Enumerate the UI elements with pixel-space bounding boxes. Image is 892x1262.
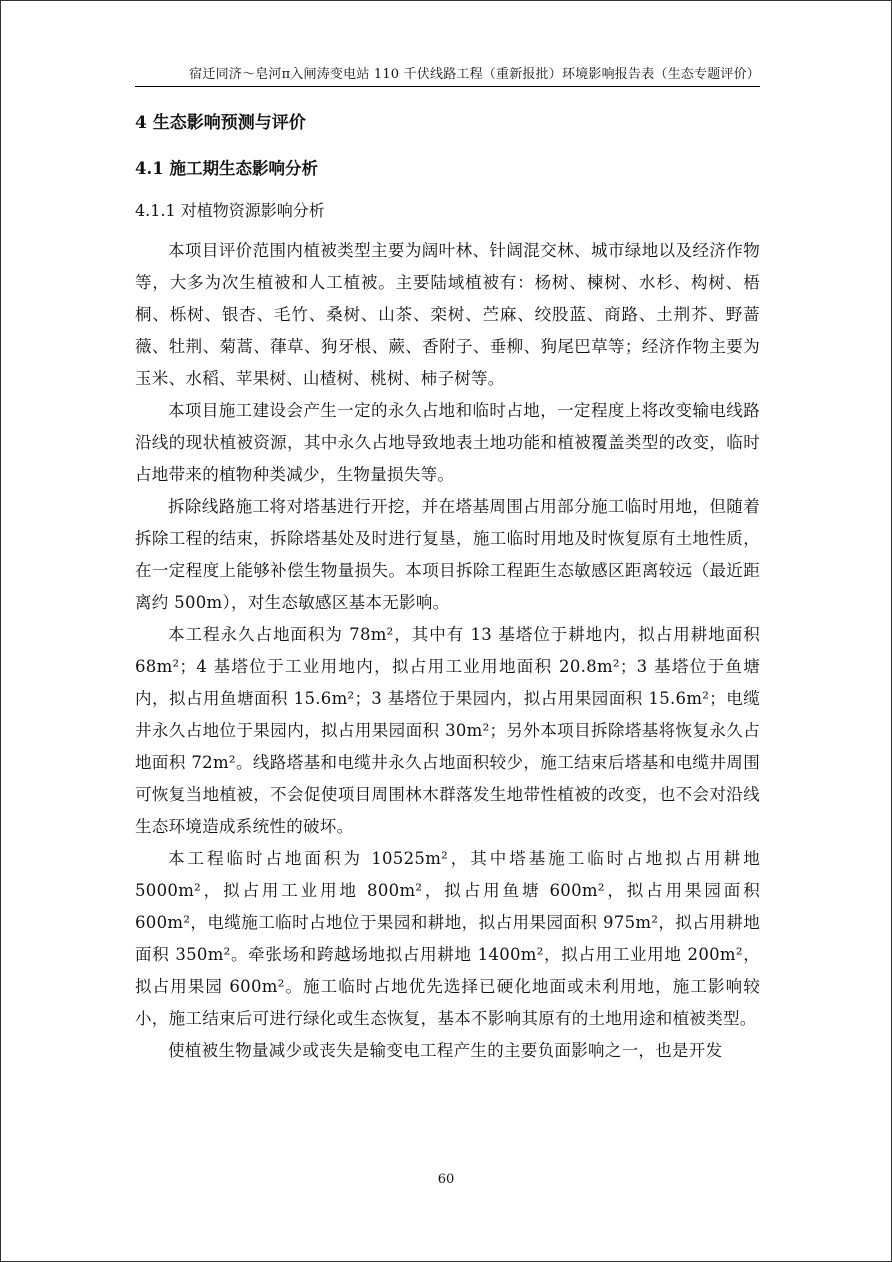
paragraph: 本工程临时占地面积为 10525m²，其中塔基施工临时占地拟占用耕地 5000m²，拟占用工业用地 800m²，拟占用鱼塘 600m²，拟占用果园面积 600m²，电缆施工临时占地位于果园和耕地，拟占用果园面积 975m²，拟占用耕地面积 350m²。牵张场和跨越场地拟占用耕地 1400m²，拟占用工业用地 200m²，拟占用果园 600m²。施工临时占地优先选择已硬化地面或未利用地，施工影响较小，施工结束后可进行绿化或生态恢复，基本不影响其原有的土地用途和植被类型。	[135, 849, 760, 1028]
page-number: 60	[437, 1172, 455, 1187]
paragraph: 本项目施工建设会产生一定的永久占地和临时占地，一定程度上将改变输电线路沿线的现状植被资源，其中永久占地导致地表土地功能和植被覆盖类型的改变，临时占地带来的植物种类减少，生物量损失等。	[135, 401, 760, 484]
section-title: 4 生态影响预测与评价	[135, 113, 306, 133]
paragraph: 本工程永久占地面积为 78m²，其中有 13 基塔位于耕地内，拟占用耕地面积 68m²；4 基塔位于工业用地内，拟占用工业用地面积 20.8m²；3 基塔位于鱼塘内，拟占用鱼塘面积 15.6m²；3 基塔位于果园内，拟占用果园面积 15.6m²；电缆井永久占地位于果园内，拟占用果园面积 30m²；另外本项目拆除塔基将恢复永久占地面积 72m²。线路塔基和电缆井永久占地面积较少，施工结束后塔基和电缆井周围可恢复当地植被，不会促使项目周围林木群落发生地带性植被的改变，也不会对沿线生态环境造成系统性的破坏。	[135, 625, 760, 836]
paragraph: 使植被生物量减少或丧失是输变电工程产生的主要负面影响之一，也是开发	[168, 1041, 723, 1060]
subsection-title: 4.1 施工期生态影响分析	[135, 159, 318, 178]
subsubsection-title: 4.1.1 对植物资源影响分析	[135, 201, 325, 220]
paragraph: 拆除线路施工将对塔基进行开挖，并在塔基周围占用部分施工临时用地，但随着拆除工程的结束，拆除塔基处及时进行复垦，施工临时用地及时恢复原有土地性质，在一定程度上能够补偿生物量损失。本项目拆除工程距生态敏感区距离较远（最近距离约 500m），对生态敏感区基本无影响。	[135, 497, 760, 612]
running-header: 宿迁同济～皂河π入闸涛变电站 110 千伏线路工程（重新报批）环境影响报告表（生态专题评价）	[135, 63, 760, 87]
body-text	[135, 235, 760, 1067]
paragraph: 本项目评价范围内植被类型主要为阔叶林、针阔混交林、城市绿地以及经济作物等，大多为次生植被和人工植被。主要陆域植被有：杨树、楝树、水杉、构树、梧桐、栎树、银杏、毛竹、桑树、山茶、栾树、苎麻、绞股蓝、商路、土荆芥、野蔷薇、牡荆、菊蒿、葎草、狗牙根、蕨、香附子、垂柳、狗尾巴草等；经济作物主要为玉米、水稻、苹果树、山楂树、桃树、柿子树等。	[135, 241, 760, 388]
